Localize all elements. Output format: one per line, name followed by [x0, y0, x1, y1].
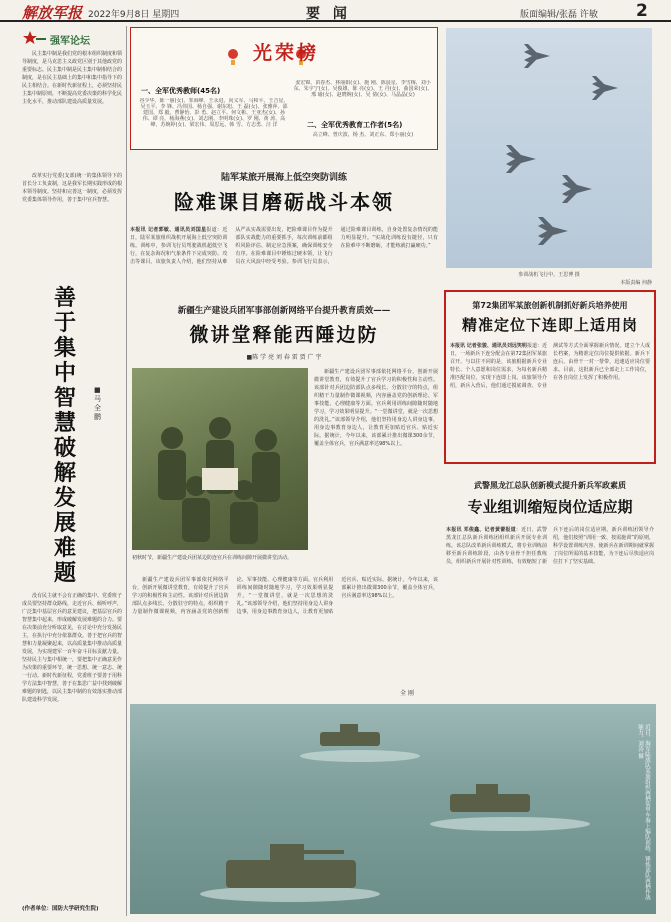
article4-text: ：近日，武警黑龙江总队新兵训练团组织新兵开展专业训练。该总队改革新兵训练模式，将专业训练前移至新兵训练阶段，由各专业骨干担任教练员，组织新兵开展针对性训练，有效缩短了新兵下连后的岗位适应期。新兵训练团领导介绍，他们按照“训用一致、按需施训”的原则，科学设置训练内容，使新兵在新训期间就掌握了岗位所需的基本技能，为下连后尽快适应岗位打下了坚实基础。 — [446, 527, 654, 565]
forum-footer: (作者单位：国防大学研究生院) — [22, 906, 99, 912]
forum-intro — [22, 50, 122, 170]
jets-photo-caption: 参训战机飞行中。王思博 摄 — [518, 272, 580, 278]
article3-title: 精准定位下连即上适用岗 — [461, 316, 638, 334]
article1-byline: 本报讯 记者郭敏、通讯员刘国星 — [130, 227, 207, 233]
article4-kicker: 武警黑龙江总队创新模式提升新兵军政素质 — [474, 481, 626, 490]
honor-board — [130, 27, 438, 150]
amphibious-photo — [130, 704, 656, 914]
article2-byline: ■陈 学 亮 刘 春 雷 贾 广 宇 — [246, 354, 322, 361]
honor-sec1-names-right: 姜宏锦、苗春杰、林丽娟(女)、施 刚、陈晨星、李雪梅、刘小东、朱宇宁(女)、吴俊雄、陈 亮(女)、王 丹(女)、曲国荣(女)、邢 瑜(女)、赵晓婉(女)、吴 倩(女)、马晶晶(女) — [293, 80, 433, 98]
soldiers-photo — [132, 368, 308, 550]
section-title: 要 闻 — [306, 6, 351, 22]
honor-sec2-names: 高立峰、曾庆波、杨 杰、刘正东、郑小丽(女) — [312, 132, 414, 138]
article2-body-bottom — [132, 576, 438, 688]
article2-text-2: 新疆生产建设兵团军事部依托网络平台，创新开展微讲堂教育，有效提升了官兵学习的积极性和主动性。该部针对兵团边防部队点多线长、分散驻守的特点，组织精干力量制作微课视频，内容涵盖党的创新理论、军事技能、心理健康等方面。官兵利用训练间隙随时随地学习，学习效果明显提升。“一堂微讲堂，就是一次思想的洗礼。”该部领导介绍，他们坚持用身边人讲身边事，用身边事教育身边人，让教育更加贴近官兵、贴近实际。据统计，今年以来，该部累计推出微课300余节，覆盖全体官兵，官兵满意率达98%以上。 — [132, 577, 438, 615]
page-number: 2 — [636, 1, 648, 21]
article-new-recruits — [444, 290, 656, 464]
editors: 版面编辑/张磊 许敏 — [520, 10, 598, 20]
forum-byline: ■马 全 鹏 — [94, 386, 101, 421]
article2-title: 微讲堂释能西陲边防 — [189, 324, 379, 346]
article3-kicker: 第72集团军某旅创新机制抓好新兵培养使用 — [472, 301, 628, 310]
jets-photo — [446, 28, 652, 268]
forum-para2 — [22, 172, 122, 280]
para2-text: 改革实行党委(支部)统一的集体领导下的首长分工负责制，这是我军长期实践形成的根本领导制度。坚持和完善这一制度，必须发挥党委集体领导作用，善于集中官兵智慧。 — [22, 173, 122, 203]
article4-title: 专业组训缩短岗位适应期 — [467, 498, 633, 516]
article-armed-police — [444, 470, 656, 698]
article2-body-right — [314, 368, 438, 578]
newspaper-logo: 解放军报 — [22, 4, 83, 22]
article2-caption: 初秋时节，新疆生产建设兵团某边防连官兵在训练间隙开展微讲堂活动。 — [132, 555, 293, 561]
issue-date: 2022年9月8日 星期四 — [88, 10, 180, 20]
article2-kicker: 新疆生产建设兵团军事部创新网络平台提升教育质效—— — [177, 306, 391, 316]
honor-title: 光荣榜 — [252, 42, 319, 64]
star-icon — [22, 30, 46, 46]
article3-body — [450, 342, 650, 460]
column-divider — [126, 26, 127, 916]
article4-body — [446, 526, 654, 694]
article-training — [130, 156, 438, 292]
article3-text: 报道：近日，一场新兵下连分配会在第72集团军某旅召开。与以往不同的是，该旅根据新兵专业特长、个人意愿和岗位需求，为每名新兵精准匹配岗位，实现下连即上岗。该旅领导介绍，新兵入营后，他们通过摸底调查、专业测试等方式全面掌握新兵情况，建立个人成长档案，为精准定位岗位提供依据。新兵下连后，由骨干一对一帮带，迅速适应岗位要求。目前，这批新兵已全部走上工作岗位，在各自岗位上发挥了积极作用。 — [450, 343, 650, 389]
article1-kicker: 陆军某旅开展海上低空突防训练 — [220, 173, 347, 183]
article2-sign: 全 刚 — [400, 690, 414, 697]
soldiers-icon — [132, 368, 308, 550]
honor-sec2-title: 二、全军优秀教育工作者(5名) — [307, 121, 403, 129]
fighter-jet-icon — [446, 28, 652, 268]
forum-tag-label: 强军论坛 — [50, 36, 90, 47]
article4-byline: 本报讯 邓俊鑫、记者黄蕾报道 — [446, 527, 516, 533]
left-column — [22, 26, 122, 916]
jets-photo-credit: 本版责编 何静 — [620, 280, 652, 286]
article1-title: 险难课目磨砺战斗本领 — [174, 190, 394, 214]
armored-vehicle-icon — [130, 704, 656, 914]
article1-body — [130, 226, 438, 288]
forum-tag — [22, 30, 122, 46]
article3-byline: 本报讯 记者张骏、通讯员刘远笑明 — [450, 343, 527, 349]
intro-text: 民主集中制是我们党的根本组织制度和领导制度，是马克思主义政党区别于其他政党的重要标志。民主集中制是民主集中制相结合的制度，是在民主基础上的集中和集中指导下的民主相结合。在新时代新征程上，必须坚持民主集中制原则，不断提高党委决策的科学化民主化水平，推动部队建设高质量发展。 — [22, 51, 122, 105]
page-header — [0, 0, 671, 22]
forum-title: 善于集中智慧破解发展难题 — [54, 285, 77, 586]
honor-sec1-title: 一、全军优秀教师(45名) — [141, 87, 221, 95]
amphibious-caption: 近日，海军陆战队某旅组织两栖装甲车海上编队训练，锤炼部队两栖作战能力。刘涛 摄 — [637, 724, 650, 900]
forum-body-text: 没有民主就不会有正确的集中。党委班子成员要坚持群众路线，走近官兵、倾听呼声，广泛集中基层官兵的意见建议，把基层官兵的智慧集中起来，形成破解发展难题的合力。要在决策前充分听取意见，在讨论中充分发扬民主，在执行中充分依靠群众。善于把官兵的智慧和力量凝聚起来，以高质量集中推动高质量发展，为实现建军一百年奋斗目标贡献力量。坚持民主与集中相统一，要把集中正确意见作为决策的重要环节，统一思想、统一意志、统一行动。新时代新征程，党委班子要善于用科学方法集中智慧，善于在集思广益中找到破解难题的钥匙，以民主集中制的有效落实推动部队建设科学发展。 — [22, 593, 122, 703]
article2-text: 新疆生产建设兵团军事部依托网络平台，创新开展微讲堂教育，有效提升了官兵学习的积极性和主动性。该部针对兵团边防部队点多线长、分散驻守的特点，组织精干力量制作微课视频，内容涵盖党的创新理论、军事技能、心理健康等方面。官兵利用训练间隙随时随地学习，学习效果明显提升。“一堂微讲堂，就是一次思想的洗礼。”该部领导介绍，他们坚持用身边人讲身边事，用身边事教育身边人，让教育更加贴近官兵、贴近实际。据统计，今年以来，该部累计推出微课300余节，覆盖全体官兵，官兵满意率达98%以上。 — [314, 369, 438, 447]
article1-text: 报道：近日，陆军某旅组织战机开展海上低空突防训练。训练中，参训飞行员驾驶战机超低空飞行，在复杂海况和气象条件下完成突防、攻击等课目。该旅负责人介绍，他们坚持从难从严从实战需要出发，把险难课目作为提升部队实战能力的重要抓手，每次训练前都组织风险评估、制定应急预案，确保训练安全有序。在险难课目中锤炼过硬本领，让飞行员在大风浪中经受考验。参训飞行员表示，通过险难课目训练，自身处置复杂情况的能力明显提升。“实战化训练没有捷径，只有在险难中不断磨砺，才能练就打赢硬功。” — [130, 227, 438, 265]
article-micro-lecture — [130, 296, 438, 700]
honor-sec1-names: 谷少华、陈一丽(女)、邹海峰、王永进、向义军、马和平、王吉星、吴玉平、李 锋、冯伟国、杨自强、谢东旭、王 磊(女)、张雅萍、邵建国、郑 毅、曹静怡、彭 勇、赵立平、何文彬、王亚杰(女)、孙 伟、谭 亮、杨海燕(女)、刘志刚、李明珠(女)、罗 刚、黄 涛、高 峰、苏婉婷(女)、梁宏伟、周思远、韩 雪、方志勇、汪 洋 — [139, 98, 289, 128]
forum-body — [22, 592, 122, 900]
